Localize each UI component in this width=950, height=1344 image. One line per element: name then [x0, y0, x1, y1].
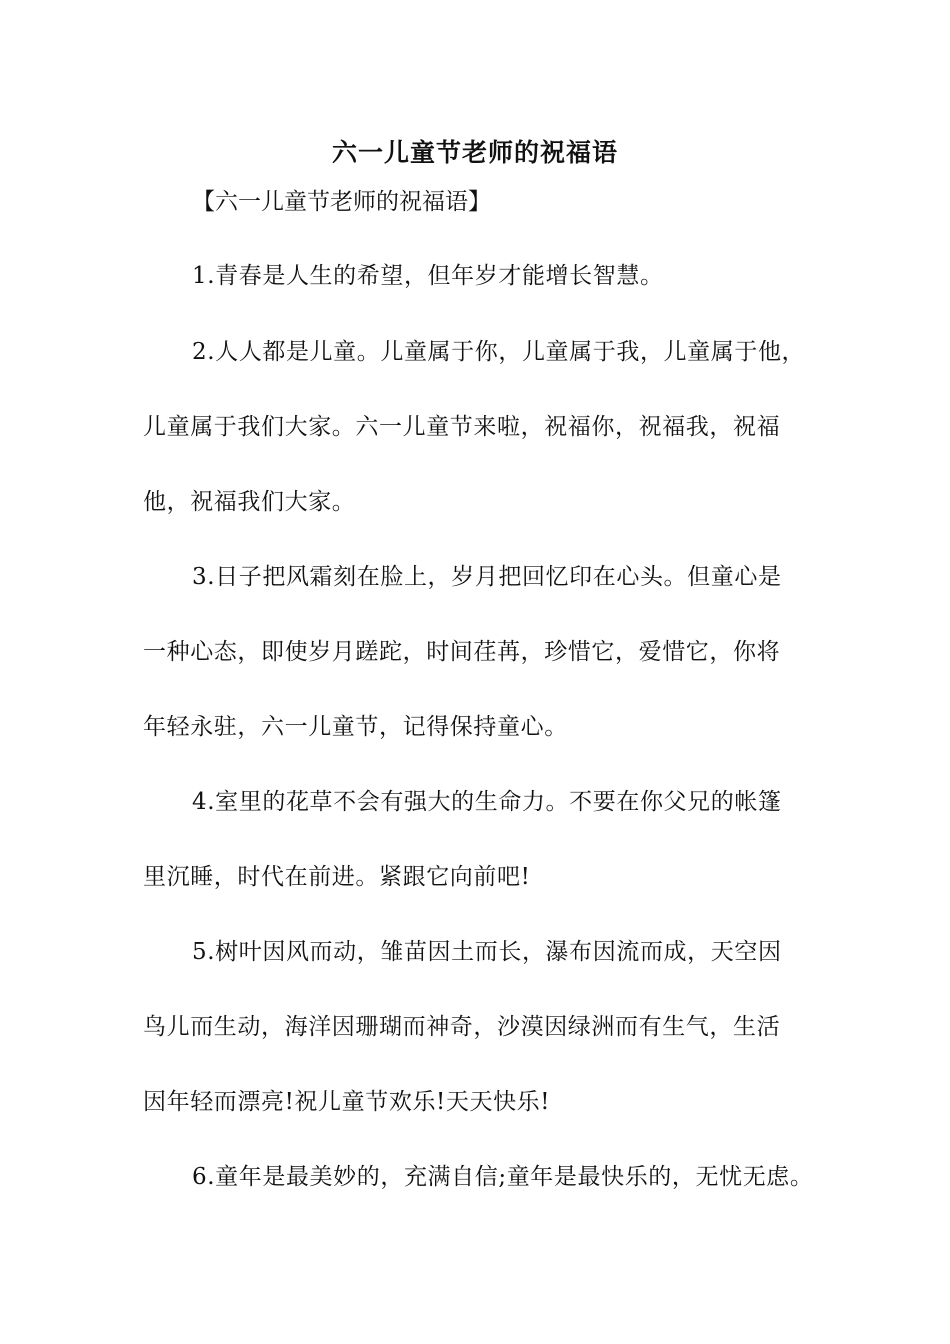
paragraph-6-line-1: 6.童年是最美妙的，充满自信;童年是最快乐的，无忧无虑。 [192, 1164, 814, 1190]
document-subtitle: 【六一儿童节老师的祝福语】 [192, 189, 491, 215]
paragraph-5-line-3: 因年轻而漂亮!祝儿童节欢乐!天天快乐! [143, 1089, 551, 1115]
paragraph-4-line-1: 4.室里的花草不会有强大的生命力。不要在你父兄的帐篷 [192, 789, 782, 815]
paragraph-2-line-1: 2.人人都是儿童。儿童属于你，儿童属于我，儿童属于他， [192, 339, 806, 365]
paragraph-4-line-2: 里沉睡，时代在前进。紧跟它向前吧! [143, 864, 531, 890]
paragraph-5-line-2: 鸟儿而生动，海洋因珊瑚而神奇，沙漠因绿洲而有生气，生活 [143, 1014, 781, 1040]
paragraph-5-line-1: 5.树叶因风而动，雏苗因土而长，瀑布因流而成，天空因 [192, 939, 782, 965]
document-title: 六一儿童节老师的祝福语 [331, 138, 618, 167]
paragraph-1-line-1: 1.青春是人生的希望，但年岁才能增长智慧。 [192, 263, 664, 289]
paragraph-2-line-3: 他，祝福我们大家。 [143, 489, 356, 515]
paragraph-3-line-1: 3.日子把风霜刻在脸上，岁月把回忆印在心头。但童心是 [192, 564, 782, 590]
paragraph-3-line-3: 年轻永驻，六一儿童节，记得保持童心。 [143, 714, 568, 740]
paragraph-3-line-2: 一种心态，即使岁月蹉跎，时间荏苒，珍惜它，爱惜它，你将 [143, 639, 781, 665]
paragraph-2-line-2: 儿童属于我们大家。六一儿童节来啦，祝福你，祝福我，祝福 [143, 414, 781, 440]
